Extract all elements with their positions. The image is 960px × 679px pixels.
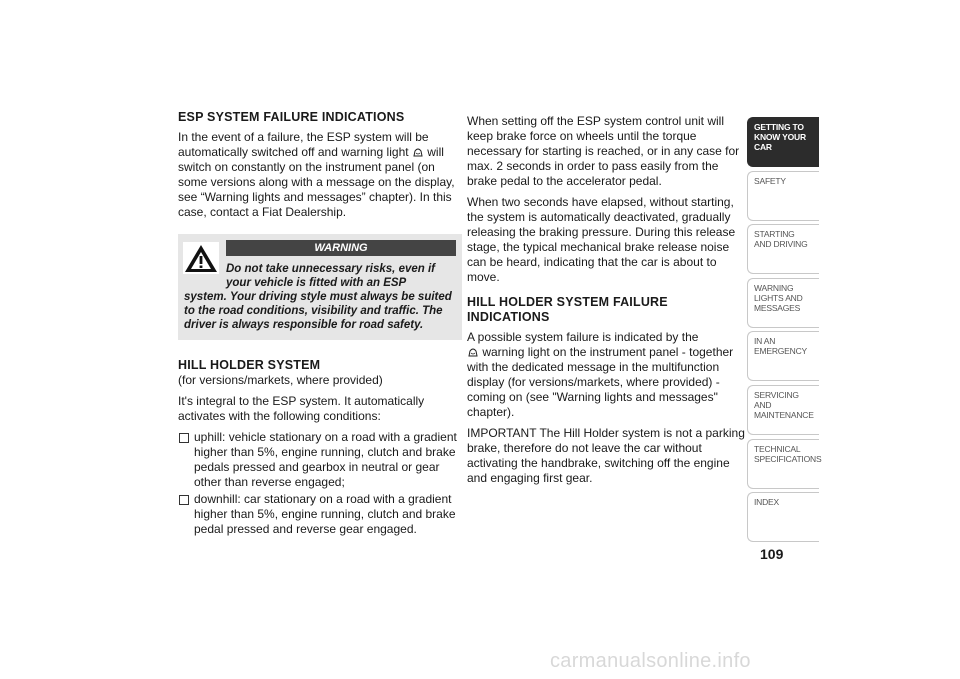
esp-warning-icon (467, 346, 479, 358)
warning-line-1: Do not take unnecessary risks, even if (226, 263, 436, 275)
warning-triangle-icon (183, 242, 219, 274)
tab-starting-driving[interactable]: STARTING AND DRIVING (747, 224, 819, 274)
tab-servicing[interactable]: SERVICING AND MAINTENANCE (747, 385, 819, 435)
tab-technical[interactable]: TECHNICAL SPECIFICATIONS (747, 439, 819, 489)
chapter-tabs (747, 117, 822, 546)
list-item-text: uphill: vehicle stationary on a road with a gradient higher than 5%, engine running, clutch and brake pedals pressed and gearbox in neutral or gear other than reverse engaged; (194, 430, 457, 489)
list-item-text: downhill: car stationary on a road with a gradient higher than 5%, engine running, clutch and brake pedal pressed and reverse gear engaged. (194, 492, 456, 536)
esp-failure-heading: ESP SYSTEM FAILURE INDICATIONS (178, 110, 405, 124)
important-paragraph: IMPORTANT The Hill Holder system is not a parking brake, therefore do not leave the car without activating the handbrake, switching off the engine and engaging first gear. (467, 426, 745, 485)
tab-safety[interactable]: SAFETY (747, 171, 819, 221)
list-item (178, 430, 460, 490)
tab-warning-lights[interactable]: WARNING LIGHTS AND MESSAGES (747, 278, 819, 328)
checkbox-bullet-icon (179, 433, 189, 443)
warning-box (178, 234, 462, 340)
hill-holder-paragraph: It's integral to the ESP system. It automatically activates with the following conditions: (178, 394, 425, 423)
warning-text (184, 262, 456, 332)
esp-failure-text-a: In the event of a failure, the ESP system will be automatically switched off and warning light (178, 130, 429, 159)
right-column (467, 114, 749, 492)
tab-getting-to-know[interactable]: GETTING TO KNOW YOUR CAR (747, 117, 819, 167)
warning-title: WARNING (226, 240, 456, 256)
page-number: 109 (760, 546, 784, 562)
setting-off-paragraph: When setting off the ESP system control unit will keep brake force on wheels until the torque necessary for starting is reached, or in any case for max. 2 seconds in order to pass easily from the brake pedal to the accelerator pedal. (467, 114, 740, 188)
tab-index[interactable]: INDEX (747, 492, 819, 542)
hill-failure-text-a: A possible system failure is indicated by the (467, 330, 699, 344)
two-seconds-paragraph: When two seconds have elapsed, without starting, the system is automatically deactivated, gradually releasing the braking pressure. During this release stage, the typical mechanical brake release noise can be heard, indicating that the car is about to move. (467, 195, 736, 284)
esp-failure-text-b: will switch on constantly on the instrument panel (on some versions along with a message on the display, see “Warning lights and messages” chapter). In this case, contact a Fiat Dealership. (178, 145, 455, 219)
hill-failure-text-b: warning light on the instrument panel - together with the dedicated message in the multifunction display (for versions/markets, where provided) - coming on (see "Warning lights and messages" chapter). (467, 345, 734, 419)
esp-failure-paragraph (178, 130, 460, 220)
list-item (178, 492, 460, 537)
hill-holder-failure-paragraph (467, 330, 749, 420)
left-column (178, 110, 460, 539)
hill-holder-failure-heading: HILL HOLDER SYSTEM FAILURE INDICATIONS (467, 295, 668, 324)
hill-holder-heading: HILL HOLDER SYSTEM (178, 358, 321, 372)
esp-warning-icon (412, 146, 424, 158)
tab-emergency[interactable]: IN AN EMERGENCY (747, 331, 819, 381)
watermark: carmanualsonline.info (550, 650, 751, 672)
checkbox-bullet-icon (179, 495, 189, 505)
warning-line-2: your vehicle is fitted with an ESP (226, 277, 407, 289)
hill-holder-subtitle: (for versions/markets, where provided) (178, 373, 383, 387)
warning-rest: system. Your driving style must always be suited to the road conditions, visibility and traffic. The driver is always responsible for road safety. (184, 291, 452, 331)
